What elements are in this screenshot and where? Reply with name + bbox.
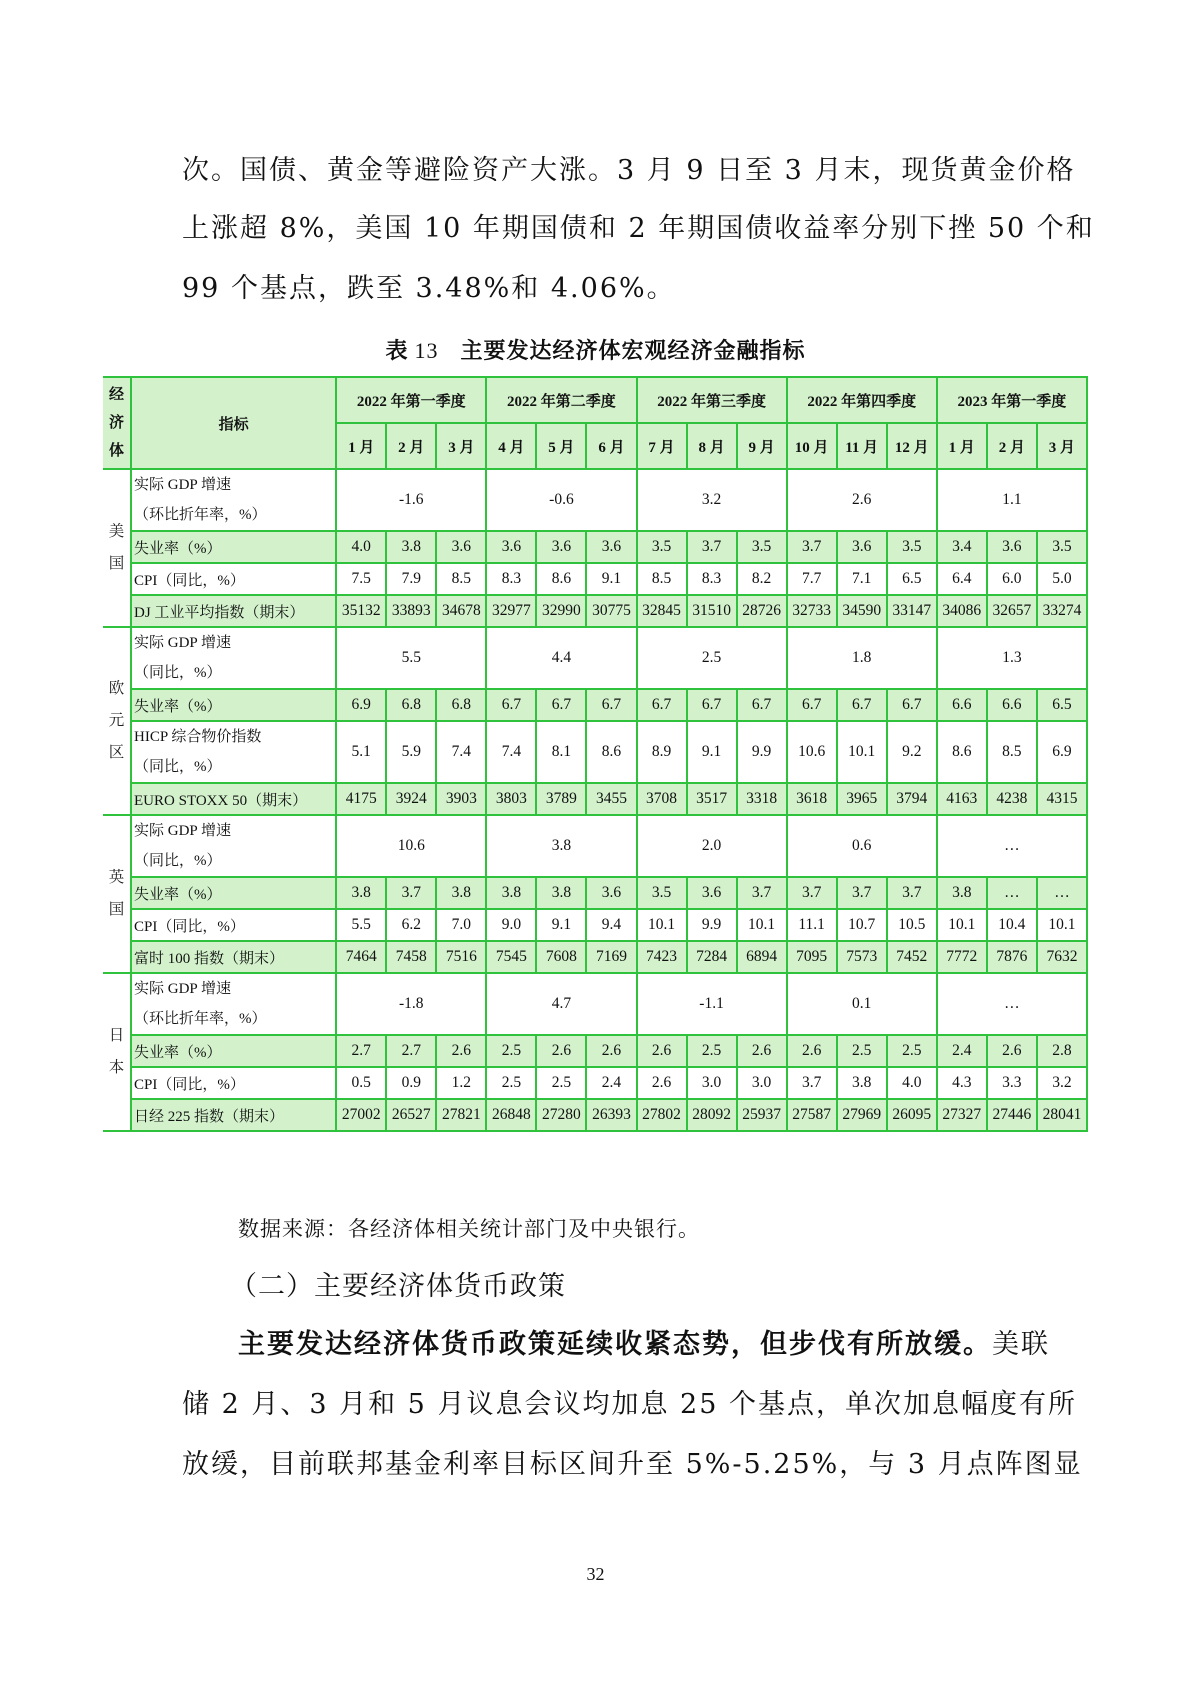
month-value: 31510	[687, 595, 737, 627]
month-value: 6.8	[436, 689, 486, 721]
month-value: 8.6	[536, 563, 586, 595]
month-value: 6.9	[336, 689, 386, 721]
month-value: 3789	[536, 783, 586, 815]
table-row	[103, 877, 1087, 909]
month-value: 3708	[637, 783, 687, 815]
month-value: 10.1	[937, 909, 987, 941]
month-value: 3.6	[987, 531, 1037, 563]
quarter-value: 1.1	[937, 469, 1087, 531]
month-value: 8.5	[987, 721, 1037, 783]
month-value: 2.5	[837, 1035, 887, 1067]
indicator-label-line: （环比折年率，%）	[134, 1011, 267, 1027]
month-value: 3.6	[586, 531, 636, 563]
month-value: 7169	[586, 941, 636, 973]
month-value: …	[1037, 877, 1087, 909]
quarter-value: 4.7	[486, 973, 636, 1035]
month-value: 2.8	[1037, 1035, 1087, 1067]
month-value: 7608	[536, 941, 586, 973]
month-value: 28041	[1037, 1099, 1087, 1131]
month-value: 10.7	[837, 909, 887, 941]
month-value: 4.0	[887, 1067, 937, 1099]
header-quarter: 2022 年第三季度	[637, 377, 787, 423]
source-note: 数据来源：各经济体相关统计部门及中央银行。	[238, 1217, 700, 1241]
indicator-label	[131, 1099, 336, 1131]
month-value: 2.6	[987, 1035, 1037, 1067]
quarter-value: -1.8	[336, 973, 486, 1035]
month-value: 8.9	[637, 721, 687, 783]
month-value: 3.6	[436, 531, 486, 563]
month-value: 3.7	[787, 531, 837, 563]
month-value: 32977	[486, 595, 536, 627]
indicator-label-line: （同比，%）	[134, 853, 222, 869]
month-value: 2.5	[887, 1035, 937, 1067]
month-value: 7.4	[486, 721, 536, 783]
month-value: 9.1	[536, 909, 586, 941]
indicator-label-line: CPI（同比，%）	[134, 572, 245, 589]
header-month: 2 月	[987, 423, 1037, 469]
month-value: 2.6	[637, 1067, 687, 1099]
indicator-label	[131, 941, 336, 973]
month-value: 6894	[737, 941, 787, 973]
intro-line-3: 99 个基点，跌至 3.48%和 4.06%。	[182, 273, 676, 304]
table-caption-number: 13	[414, 338, 439, 363]
month-value: 7423	[637, 941, 687, 973]
month-value: 28092	[687, 1099, 737, 1131]
month-value: 26527	[386, 1099, 436, 1131]
month-value: 0.9	[386, 1067, 436, 1099]
month-value: 4.0	[336, 531, 386, 563]
month-value: 3.2	[1037, 1067, 1087, 1099]
month-value: 4175	[336, 783, 386, 815]
month-value: 2.5	[536, 1067, 586, 1099]
month-value: 3.8	[937, 877, 987, 909]
month-value: 7.5	[336, 563, 386, 595]
policy-line-1	[238, 1322, 1078, 1361]
economy-label: 日 本	[103, 973, 131, 1131]
indicator-label-line: EURO STOXX 50（期末）	[134, 792, 308, 809]
month-value: 9.1	[586, 563, 636, 595]
month-value: 5.5	[336, 909, 386, 941]
indicator-label-line: （同比，%）	[134, 759, 222, 775]
header-month: 4 月	[486, 423, 536, 469]
month-value: 4163	[937, 783, 987, 815]
month-value: 9.2	[887, 721, 937, 783]
month-value: 7284	[687, 941, 737, 973]
month-value: 3.6	[486, 531, 536, 563]
month-value: 27327	[937, 1099, 987, 1131]
month-value: 6.8	[386, 689, 436, 721]
header-month: 6 月	[586, 423, 636, 469]
month-value: 33147	[887, 595, 937, 627]
month-value: 2.7	[386, 1035, 436, 1067]
header-quarter: 2023 年第一季度	[937, 377, 1087, 423]
quarter-value: …	[937, 815, 1087, 877]
month-value: 7095	[787, 941, 837, 973]
month-value: 7.1	[837, 563, 887, 595]
indicator-label-line: 失业率（%）	[134, 698, 222, 715]
month-value: 32657	[987, 595, 1037, 627]
month-value: 28726	[737, 595, 787, 627]
indicator-label	[131, 563, 336, 595]
month-value: 32733	[787, 595, 837, 627]
month-value: 6.6	[937, 689, 987, 721]
month-value: 6.9	[1037, 721, 1087, 783]
month-value: 2.7	[336, 1035, 386, 1067]
month-value: 3965	[837, 783, 887, 815]
month-value: 2.5	[687, 1035, 737, 1067]
month-value: 3.5	[637, 877, 687, 909]
month-value: 6.7	[536, 689, 586, 721]
header-month: 11 月	[837, 423, 887, 469]
month-value: 3455	[586, 783, 636, 815]
month-value: 26393	[586, 1099, 636, 1131]
month-value: 32845	[637, 595, 687, 627]
month-value: 3.0	[687, 1067, 737, 1099]
indicator-label-line: 富时 100 指数（期末）	[134, 950, 285, 967]
month-value: 5.9	[386, 721, 436, 783]
month-value: 6.6	[987, 689, 1037, 721]
month-value: 7.0	[436, 909, 486, 941]
month-value: 7458	[386, 941, 436, 973]
indicator-label	[131, 815, 336, 877]
month-value: 27446	[987, 1099, 1037, 1131]
month-value: 10.5	[887, 909, 937, 941]
month-value: 3.5	[637, 531, 687, 563]
month-value: 27821	[436, 1099, 486, 1131]
month-value: 7.9	[386, 563, 436, 595]
month-value: 3903	[436, 783, 486, 815]
indicator-label-line: 失业率（%）	[134, 1044, 222, 1061]
quarter-value: 4.4	[486, 627, 636, 689]
month-value: 3.7	[787, 1067, 837, 1099]
month-value: 30775	[586, 595, 636, 627]
month-value: 32990	[536, 595, 586, 627]
indicator-label-line: 实际 GDP 增速	[134, 823, 231, 839]
header-month: 1 月	[937, 423, 987, 469]
month-value: 6.7	[486, 689, 536, 721]
indicator-label-line: 失业率（%）	[134, 540, 222, 557]
month-value: 6.7	[837, 689, 887, 721]
indicator-label-line: CPI（同比，%）	[134, 1076, 245, 1093]
month-value: 3.5	[1037, 531, 1087, 563]
table-row	[103, 1067, 1087, 1099]
month-value: 3.3	[987, 1067, 1037, 1099]
month-value: 27587	[787, 1099, 837, 1131]
month-value: 3618	[787, 783, 837, 815]
indicator-label-line: （同比，%）	[134, 665, 222, 681]
table-row	[103, 721, 1087, 783]
month-value: 6.4	[937, 563, 987, 595]
indicator-label	[131, 1035, 336, 1067]
indicator-label	[131, 689, 336, 721]
month-value: 8.3	[687, 563, 737, 595]
month-value: 3.7	[837, 877, 887, 909]
header-month: 2 月	[386, 423, 436, 469]
section-heading: （二）主要经济体货币政策	[230, 1271, 566, 1302]
month-value: 3.8	[837, 1067, 887, 1099]
month-value: 0.5	[336, 1067, 386, 1099]
quarter-value: 0.6	[787, 815, 937, 877]
month-value: 10.1	[837, 721, 887, 783]
indicator-label-line: 日经 225 指数（期末）	[134, 1108, 285, 1125]
month-value: 3924	[386, 783, 436, 815]
month-value: 7464	[336, 941, 386, 973]
policy-lead: 主要发达经济体货币政策延续收紧态势，但步伐有所放缓。	[238, 1329, 992, 1360]
quarter-value: 2.6	[787, 469, 937, 531]
month-value: 3.5	[887, 531, 937, 563]
quarter-value: -1.1	[637, 973, 787, 1035]
month-value: 10.6	[787, 721, 837, 783]
month-value: 4.3	[937, 1067, 987, 1099]
month-value: 3.8	[336, 877, 386, 909]
indicator-label	[131, 909, 336, 941]
month-value: 26848	[486, 1099, 536, 1131]
indicator-label-line: （环比折年率，%）	[134, 507, 267, 523]
header-month: 10 月	[787, 423, 837, 469]
table-caption-title: 主要发达经济体宏观经济金融指标	[460, 339, 806, 364]
month-value: 2.6	[436, 1035, 486, 1067]
month-value: 6.7	[887, 689, 937, 721]
month-value: 7772	[937, 941, 987, 973]
month-value: 11.1	[787, 909, 837, 941]
month-value: 9.9	[737, 721, 787, 783]
month-value: 10.1	[1037, 909, 1087, 941]
quarter-value: 2.5	[637, 627, 787, 689]
month-value: 2.6	[637, 1035, 687, 1067]
month-value: 7452	[887, 941, 937, 973]
month-value: 10.1	[737, 909, 787, 941]
month-value: 7573	[837, 941, 887, 973]
month-value: 27969	[837, 1099, 887, 1131]
quarter-value: 0.1	[787, 973, 937, 1035]
month-value: 8.2	[737, 563, 787, 595]
quarter-value: 10.6	[336, 815, 486, 877]
month-value: 6.0	[987, 563, 1037, 595]
economy-label: 英 国	[103, 815, 131, 973]
month-value: 7876	[987, 941, 1037, 973]
month-value: 8.3	[486, 563, 536, 595]
month-value: 2.4	[937, 1035, 987, 1067]
month-value: 9.0	[486, 909, 536, 941]
month-value: 3.8	[386, 531, 436, 563]
month-value: 1.2	[436, 1067, 486, 1099]
month-value: 3.6	[687, 877, 737, 909]
month-value: 3.4	[937, 531, 987, 563]
month-value: 10.4	[987, 909, 1037, 941]
month-value: 9.4	[586, 909, 636, 941]
indicator-label	[131, 469, 336, 531]
month-value: 2.6	[737, 1035, 787, 1067]
month-value: 5.1	[336, 721, 386, 783]
month-value: 3.6	[586, 877, 636, 909]
indicator-label	[131, 595, 336, 627]
month-value: 33893	[386, 595, 436, 627]
quarter-value: -0.6	[486, 469, 636, 531]
indicator-label	[131, 877, 336, 909]
month-value: 3318	[737, 783, 787, 815]
month-value: 9.1	[687, 721, 737, 783]
month-value: 4238	[987, 783, 1037, 815]
header-quarter: 2022 年第二季度	[486, 377, 636, 423]
policy-line-1-tail: 美联	[992, 1329, 1050, 1360]
month-value: 7.7	[787, 563, 837, 595]
indicator-label-line: 实际 GDP 增速	[134, 981, 231, 997]
policy-line-3: 放缓，目前联邦基金利率目标区间升至 5%-5.25%，与 3 月点阵图显	[182, 1449, 1083, 1480]
economy-label: 美 国	[103, 469, 131, 627]
header-month: 5 月	[536, 423, 586, 469]
month-value: 34678	[436, 595, 486, 627]
month-value: 6.7	[637, 689, 687, 721]
month-value: 3.5	[737, 531, 787, 563]
table-row	[103, 689, 1087, 721]
page-number: 32	[586, 1564, 605, 1584]
header-quarter: 2022 年第一季度	[336, 377, 486, 423]
month-value: 7632	[1037, 941, 1087, 973]
table-row	[103, 1035, 1087, 1067]
month-value: 34086	[937, 595, 987, 627]
month-value: 34590	[837, 595, 887, 627]
quarter-value: 1.3	[937, 627, 1087, 689]
month-value: 3.7	[887, 877, 937, 909]
indicator-label	[131, 627, 336, 689]
macro-indicators-table	[103, 376, 1088, 1132]
indicator-label	[131, 973, 336, 1035]
quarter-value: 2.0	[637, 815, 787, 877]
month-value: 26095	[887, 1099, 937, 1131]
header-month: 8 月	[687, 423, 737, 469]
indicator-label-line: DJ 工业平均指数（期末）	[134, 604, 305, 621]
month-value: 3803	[486, 783, 536, 815]
month-value: 3.0	[737, 1067, 787, 1099]
month-value: 2.6	[586, 1035, 636, 1067]
month-value: 27802	[637, 1099, 687, 1131]
header-indicator: 指标	[131, 377, 336, 469]
month-value: 27280	[536, 1099, 586, 1131]
month-value: 7545	[486, 941, 536, 973]
month-value: 9.9	[687, 909, 737, 941]
header-economy: 经 济 体	[103, 377, 131, 469]
quarter-value: 5.5	[336, 627, 486, 689]
month-value: 8.6	[937, 721, 987, 783]
indicator-label	[131, 783, 336, 815]
month-value: 2.5	[486, 1035, 536, 1067]
month-value: 8.5	[436, 563, 486, 595]
month-value: 6.7	[787, 689, 837, 721]
month-value: 4315	[1037, 783, 1087, 815]
indicator-label-line: 实际 GDP 增速	[134, 477, 231, 493]
month-value: 3.7	[386, 877, 436, 909]
table-row	[103, 973, 1087, 1035]
intro-line-2: 上涨超 8%，美国 10 年期国债和 2 年期国债收益率分别下挫 50 个和	[182, 213, 1095, 244]
month-value: 3.7	[787, 877, 837, 909]
month-value: 27002	[336, 1099, 386, 1131]
quarter-value: 1.8	[787, 627, 937, 689]
quarter-value: …	[937, 973, 1087, 1035]
month-value: 35132	[336, 595, 386, 627]
table-row	[103, 815, 1087, 877]
month-value: 6.2	[386, 909, 436, 941]
month-value: 6.5	[887, 563, 937, 595]
quarter-value: -1.6	[336, 469, 486, 531]
month-value: 10.1	[637, 909, 687, 941]
month-value: 6.7	[687, 689, 737, 721]
table-row	[103, 941, 1087, 973]
header-month: 12 月	[887, 423, 937, 469]
month-value: 2.4	[586, 1067, 636, 1099]
indicator-label-line: CPI（同比，%）	[134, 918, 245, 935]
intro-line-1: 次。国债、黄金等避险资产大涨。3 月 9 日至 3 月末，现货黄金价格	[182, 155, 1076, 186]
quarter-value: 3.8	[486, 815, 636, 877]
month-value: 6.7	[586, 689, 636, 721]
month-value: 6.7	[737, 689, 787, 721]
month-value: 3.8	[486, 877, 536, 909]
indicator-label-line: 失业率（%）	[134, 886, 222, 903]
month-value: 8.6	[586, 721, 636, 783]
table-row	[103, 1099, 1087, 1131]
indicator-label-line: HICP 综合物价指数	[134, 729, 262, 745]
table-row	[103, 627, 1087, 689]
month-value: …	[987, 877, 1037, 909]
table-caption-label: 表	[385, 339, 409, 364]
month-value: 5.0	[1037, 563, 1087, 595]
header-month: 9 月	[737, 423, 787, 469]
quarter-value: 3.2	[637, 469, 787, 531]
indicator-label	[131, 721, 336, 783]
month-value: 2.6	[787, 1035, 837, 1067]
month-value: 7516	[436, 941, 486, 973]
table-row	[103, 563, 1087, 595]
indicator-label	[131, 1067, 336, 1099]
month-value: 33274	[1037, 595, 1087, 627]
table-row	[103, 469, 1087, 531]
month-value: 3.6	[536, 531, 586, 563]
month-value: 8.5	[637, 563, 687, 595]
header-month: 7 月	[637, 423, 687, 469]
month-value: 3517	[687, 783, 737, 815]
month-value: 3.6	[837, 531, 887, 563]
month-value: 3794	[887, 783, 937, 815]
header-month: 3 月	[436, 423, 486, 469]
month-value: 8.1	[536, 721, 586, 783]
month-value: 2.6	[536, 1035, 586, 1067]
month-value: 6.5	[1037, 689, 1087, 721]
indicator-label	[131, 531, 336, 563]
economy-label: 欧 元 区	[103, 627, 131, 815]
month-value: 3.7	[737, 877, 787, 909]
month-value: 7.4	[436, 721, 486, 783]
month-value: 25937	[737, 1099, 787, 1131]
header-month: 1 月	[336, 423, 386, 469]
table-caption	[0, 334, 1191, 365]
month-value: 3.8	[536, 877, 586, 909]
indicator-label-line: 实际 GDP 增速	[134, 635, 231, 651]
table-row	[103, 531, 1087, 563]
header-quarter: 2022 年第四季度	[787, 377, 937, 423]
month-value: 2.5	[486, 1067, 536, 1099]
table-row	[103, 909, 1087, 941]
policy-line-2: 储 2 月、3 月和 5 月议息会议均加息 25 个基点，单次加息幅度有所	[182, 1389, 1077, 1420]
month-value: 3.7	[687, 531, 737, 563]
table-row	[103, 595, 1087, 627]
month-value: 3.8	[436, 877, 486, 909]
header-month: 3 月	[1037, 423, 1087, 469]
table-row	[103, 783, 1087, 815]
